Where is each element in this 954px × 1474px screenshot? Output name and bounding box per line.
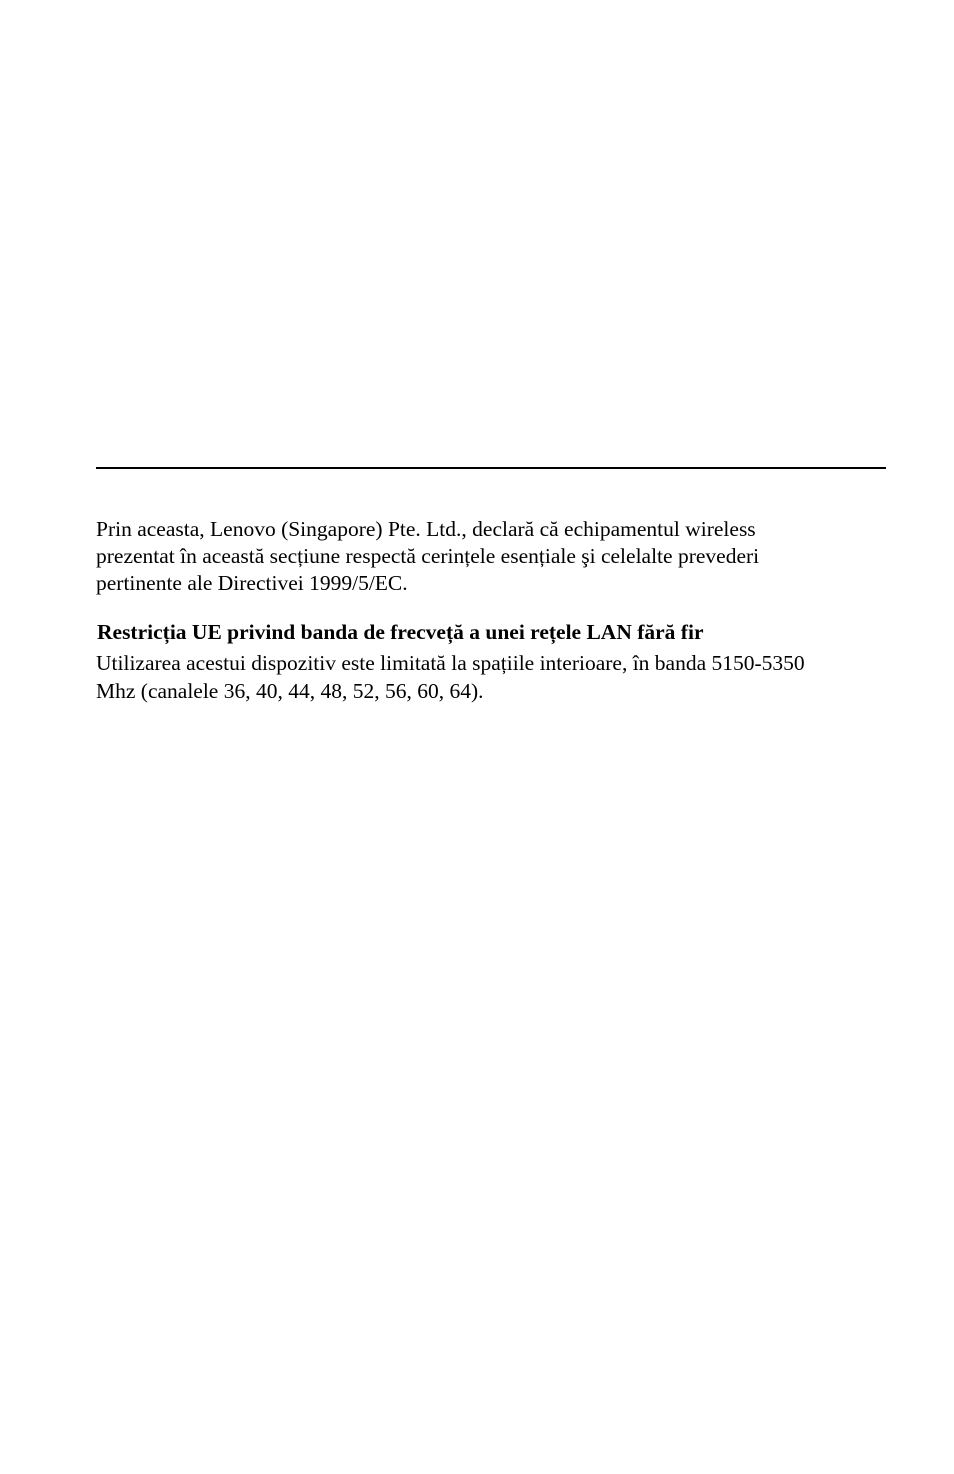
restriction-heading: Restricția UE privind banda de frecveță a unei rețele LAN fără fir (97, 620, 704, 644)
declaration-line: Prin aceasta, Lenovo (Singapore) Pte. Ltd., declară că echipamentul wireless (96, 517, 756, 541)
declaration-line: pertinente ale Directivei 1999/5/EC. (96, 571, 408, 595)
restriction-line: Mhz (canalele 36, 40, 44, 48, 52, 56, 60, 64). (96, 679, 484, 703)
section-divider (96, 467, 886, 469)
restriction-paragraph (96, 649, 906, 705)
declaration-paragraph (96, 516, 896, 597)
declaration-line: prezentat în această secțiune respectă cerințele esențiale şi celelalte prevederi (96, 544, 760, 568)
restriction-line: Utilizarea acestui dispozitiv este limitată la spațiile interioare, în banda 5150-5350 (96, 651, 805, 675)
